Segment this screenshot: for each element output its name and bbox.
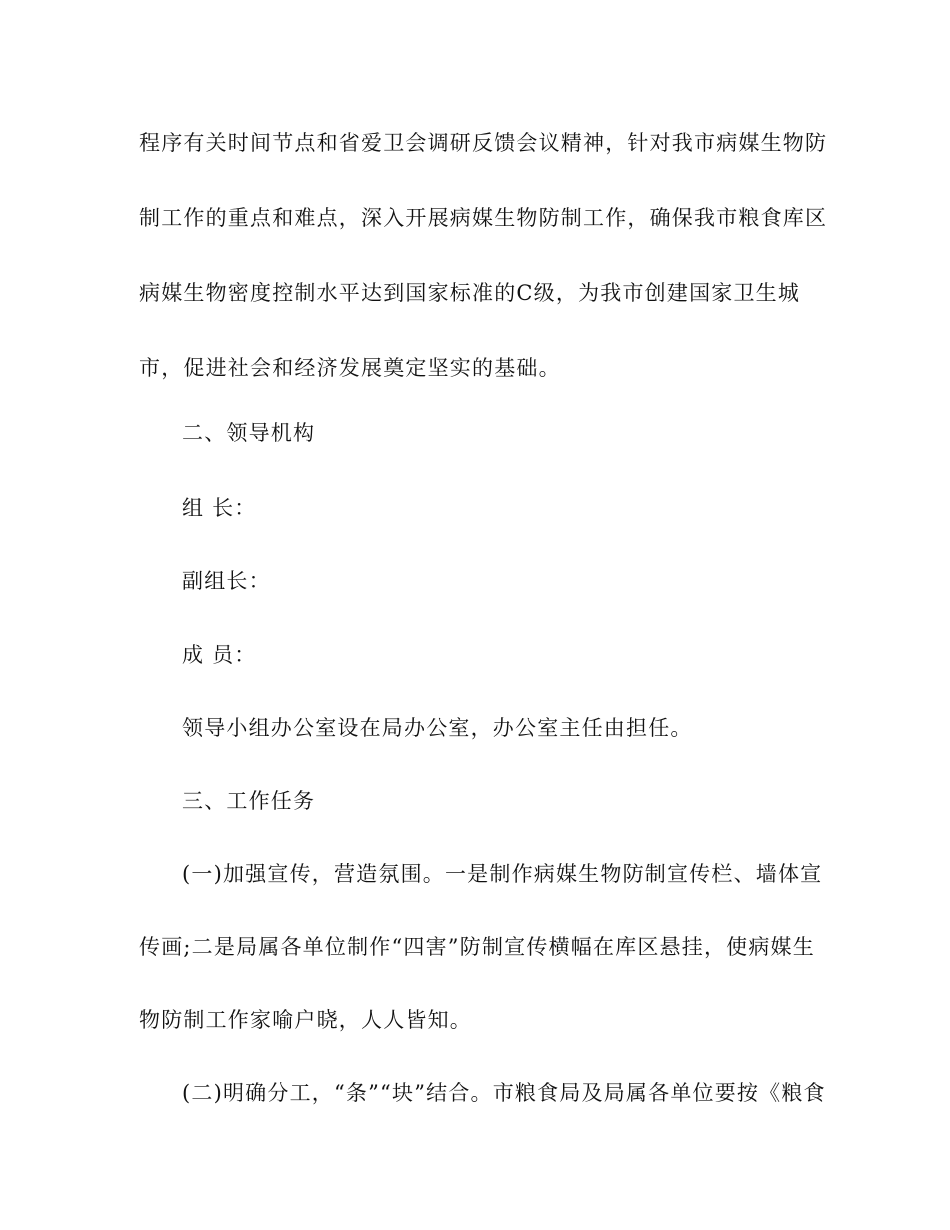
leader-line: 组 长： xyxy=(182,496,257,520)
paragraph-line: 制工作的重点和难点，深入开展病媒生物防制工作，确保我市粮食库区 xyxy=(139,206,828,230)
paragraph-line: (一)加强宣传，营造氛围。一是制作病媒生物防制宣传栏、墙体宣 xyxy=(182,862,823,886)
section-heading: 二、领导机构 xyxy=(182,421,316,445)
paragraph-line: 市，促进社会和经济发展奠定坚实的基础。 xyxy=(139,356,561,380)
paragraph-line: 病媒生物密度控制水平达到国家标准的C级，为我市创建国家卫生城 xyxy=(139,281,801,305)
members-line: 成 员： xyxy=(182,643,257,667)
paragraph-line: 物防制工作家喻户晓，人人皆知。 xyxy=(139,1008,472,1032)
office-line: 领导小组办公室设在局办公室，办公室主任由担任。 xyxy=(182,716,693,740)
deputy-leader-line: 副组长： xyxy=(182,569,271,593)
section-heading: 三、工作任务 xyxy=(182,789,316,813)
paragraph-line: 程序有关时间节点和省爱卫会调研反馈会议精神，针对我市病媒生物防 xyxy=(139,131,828,155)
paragraph-line: 传画;二是局属各单位制作“四害”防制宣传横幅在库区悬挂，使病媒生 xyxy=(139,935,815,959)
paragraph-line: (二)明确分工，“条”“块”结合。市粮食局及局属各单位要按《粮食 xyxy=(182,1081,826,1105)
